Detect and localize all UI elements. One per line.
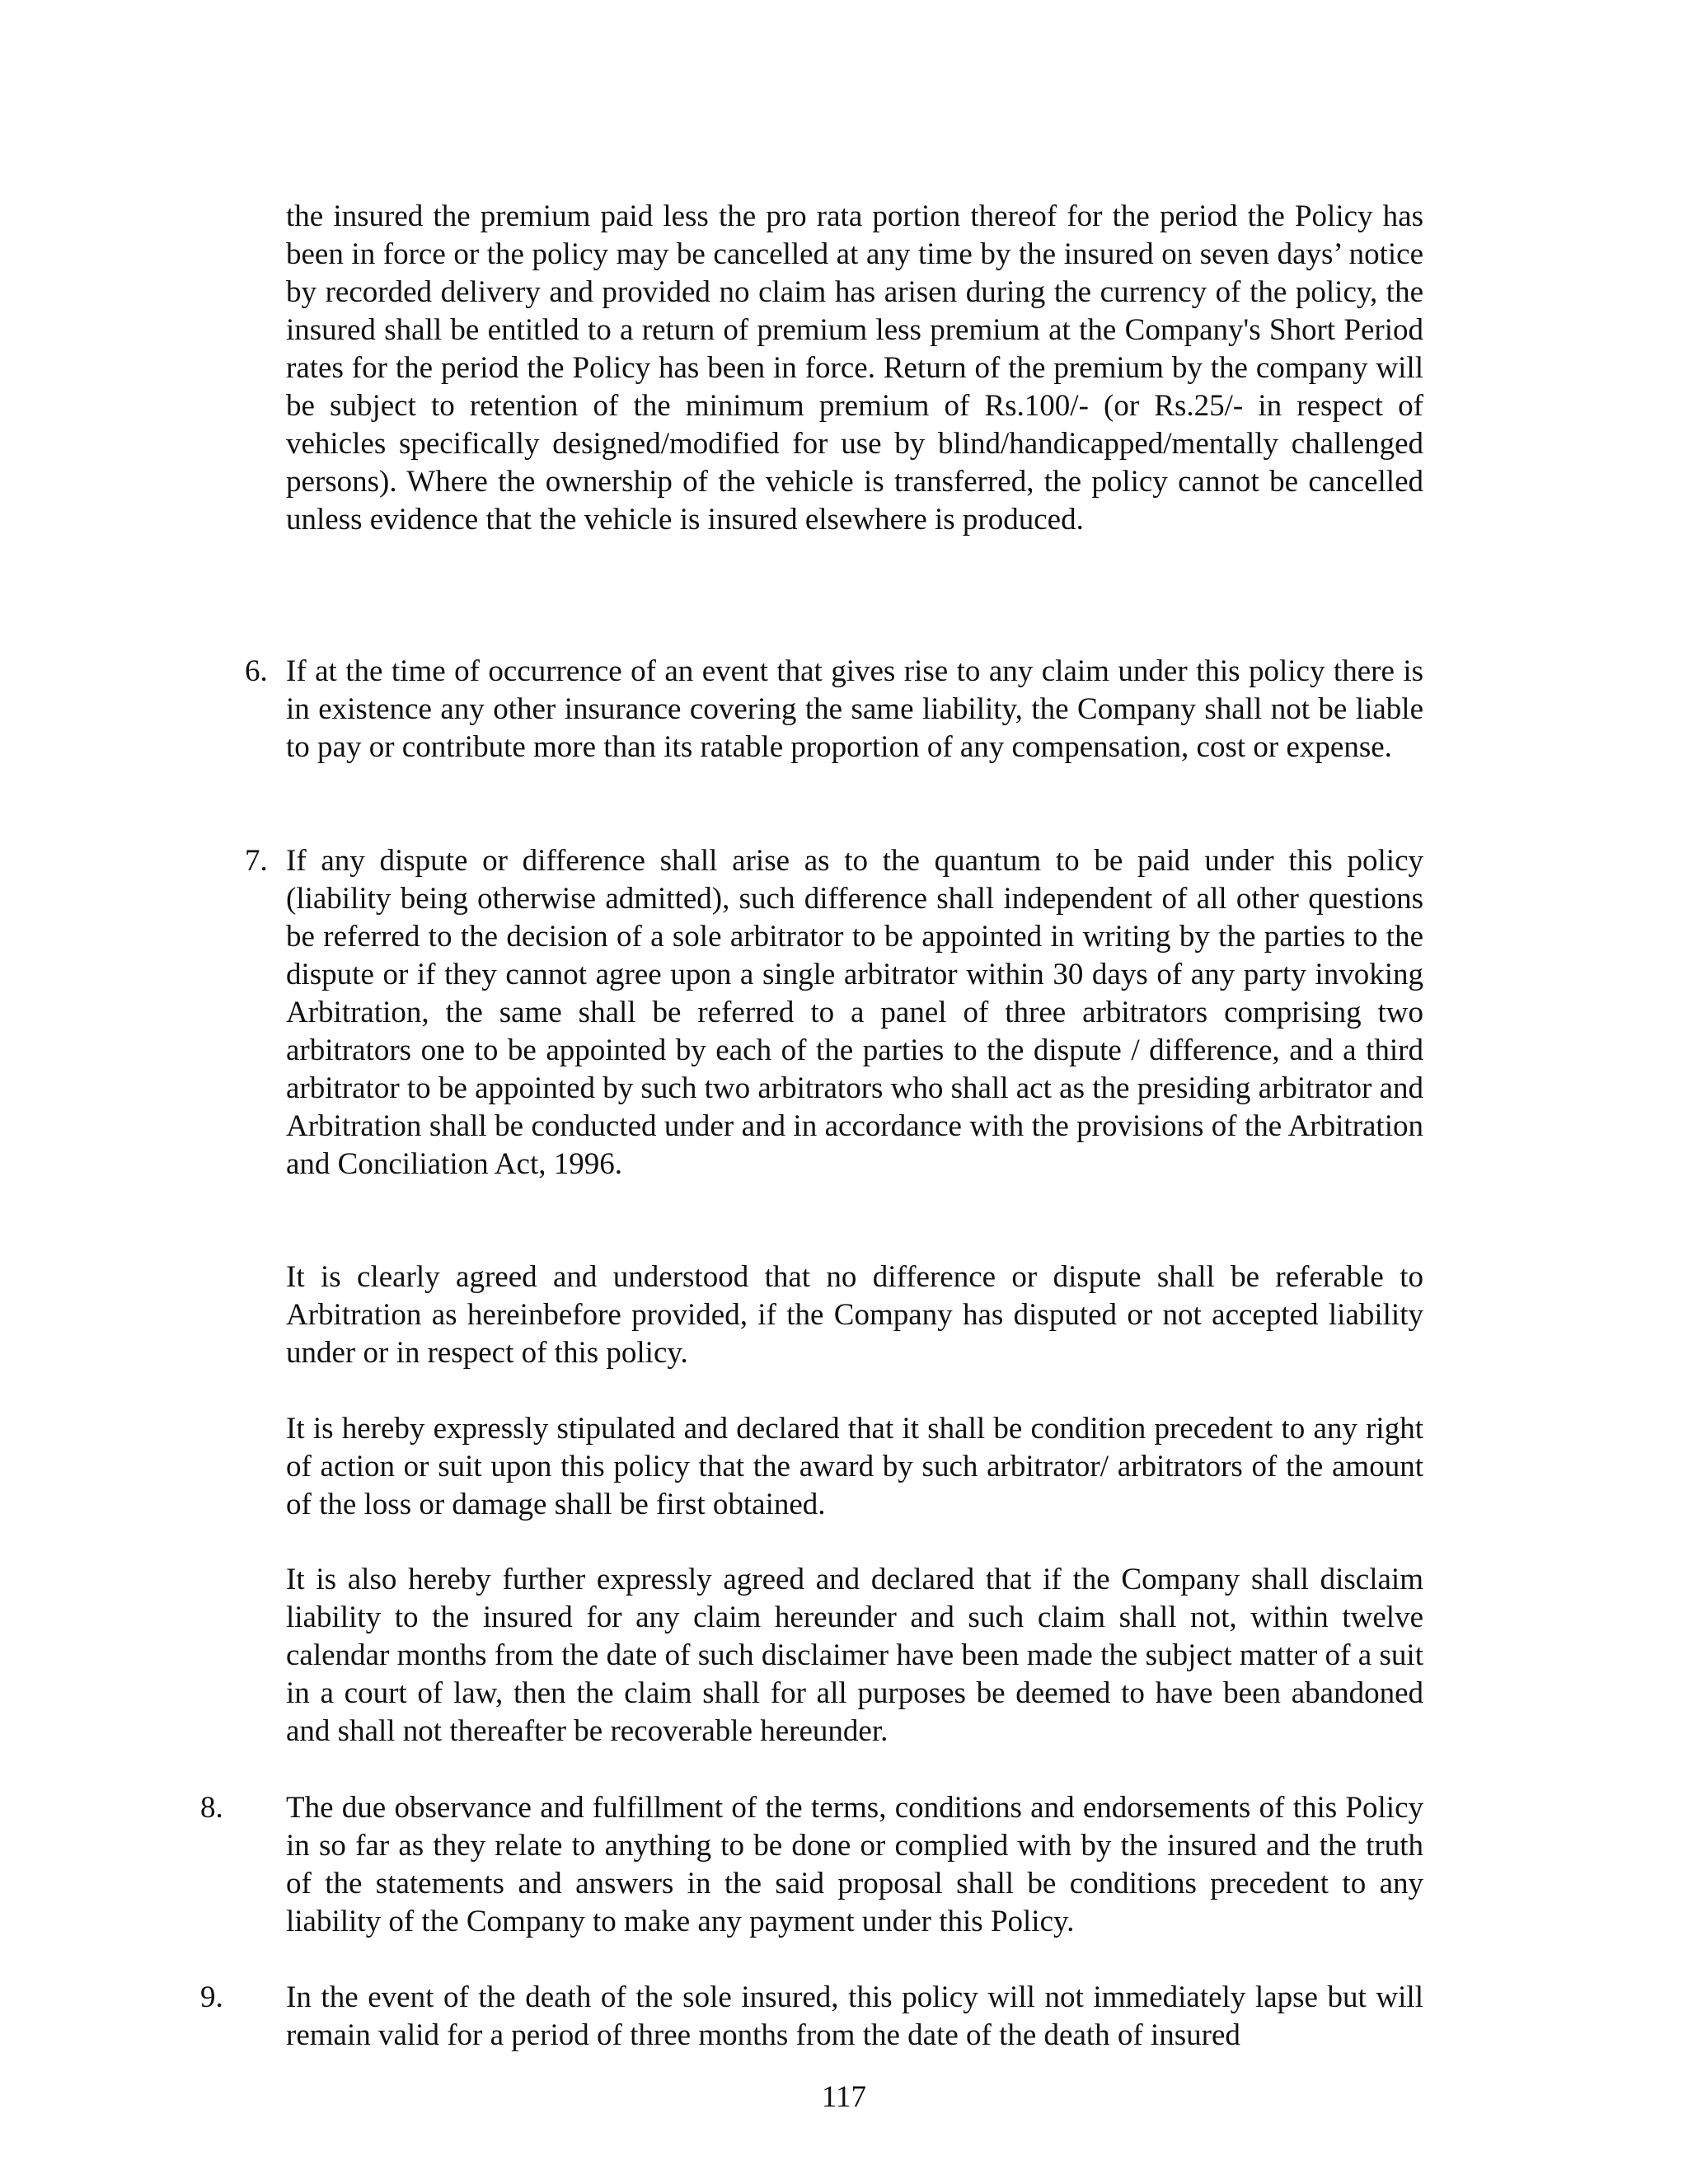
clause-6-number: 6. bbox=[245, 654, 268, 688]
clause-6-text: If at the time of occurrence of an event that gives rise to any claim under this policy there is in existence any other insurance covering the same liability, the Company shall not be liable to pay or contribute more than its ratable proportion of any compensation, cost or expense. bbox=[286, 654, 1423, 764]
page-number: 117 bbox=[821, 2080, 867, 2114]
clause-7-paragraph-2: It is clearly agreed and understood that no difference or dispute shall be referable to Arbitration as hereinbefore provided, if the Company has disputed or not accepted liability under or in respect of this policy. bbox=[286, 1260, 1423, 1370]
clause-7-paragraph-4: It is also hereby further expressly agreed and declared that if the Company shall disclaim liability to the insured for any claim hereunder and such claim shall not, within twelve calendar months from the date of such disclaimer have been made the subject matter of a suit in a court of law, then the claim shall for all purposes be deemed to have been abandoned and shall not thereafter be recoverable hereunder. bbox=[286, 1563, 1423, 1748]
clause-7-paragraph-3: It is hereby expressly stipulated and declared that it shall be condition precedent to any right of action or suit upon this policy that the award by such arbitrator/ arbitrators of the amount of the loss or damage shall be first obtained. bbox=[286, 1412, 1423, 1521]
clause-8-text: The due observance and fulfillment of the terms, conditions and endorsements of this Policy in so far as they relate to anything to be done or complied with by the insured and the truth of the statements and answers in the said proposal shall be conditions precedent to any liability of the Company to make any payment under this Policy. bbox=[286, 1791, 1423, 1938]
continuation-paragraph: the insured the premium paid less the pro rata portion thereof for the period the Policy has been in force or the policy may be cancelled at any time by the insured on seven days’ notice by recorded delivery and provided no claim has arisen during the currency of the policy, the insured shall be entitled to a return of premium less premium at the Company's Short Period rates for the period the Policy has been in force. Return of the premium by the company will be subject to retention of the minimum premium of Rs.100/- (or Rs.25/- in respect of vehicles specifically designed/modified for use by blind/handicapped/mentally challenged persons). Where the ownership of the vehicle is transferred, the policy cannot be cancelled unless evidence that the vehicle is insured elsewhere is produced. bbox=[286, 199, 1423, 537]
clause-7-number: 7. bbox=[245, 844, 268, 878]
clause-9-text: In the event of the death of the sole insured, this policy will not immediately lapse but will remain valid for a period of three months from the date of the death of insured bbox=[286, 1980, 1423, 2052]
clause-8-number: 8. bbox=[200, 1791, 223, 1825]
clause-9-number: 9. bbox=[200, 1980, 223, 2014]
clause-7-text: If any dispute or difference shall arise as to the quantum to be paid under this policy (liability being otherwise admitted), such difference shall independent of all other questions be referred to the decision of a sole arbitrator to be appointed in writing by the parties to the dispute or if they cannot agree upon a single arbitrator within 30 days of any party invoking Arbitration, the same shall be referred to a panel of three arbitrators comprising two arbitrators one to be appointed by each of the parties to the dispute / difference, and a third arbitrator to be appointed by such two arbitrators who shall act as the presiding arbitrator and Arbitration shall be conducted under and in accordance with the provisions of the Arbitration and Conciliation Act, 1996. bbox=[286, 844, 1423, 1181]
